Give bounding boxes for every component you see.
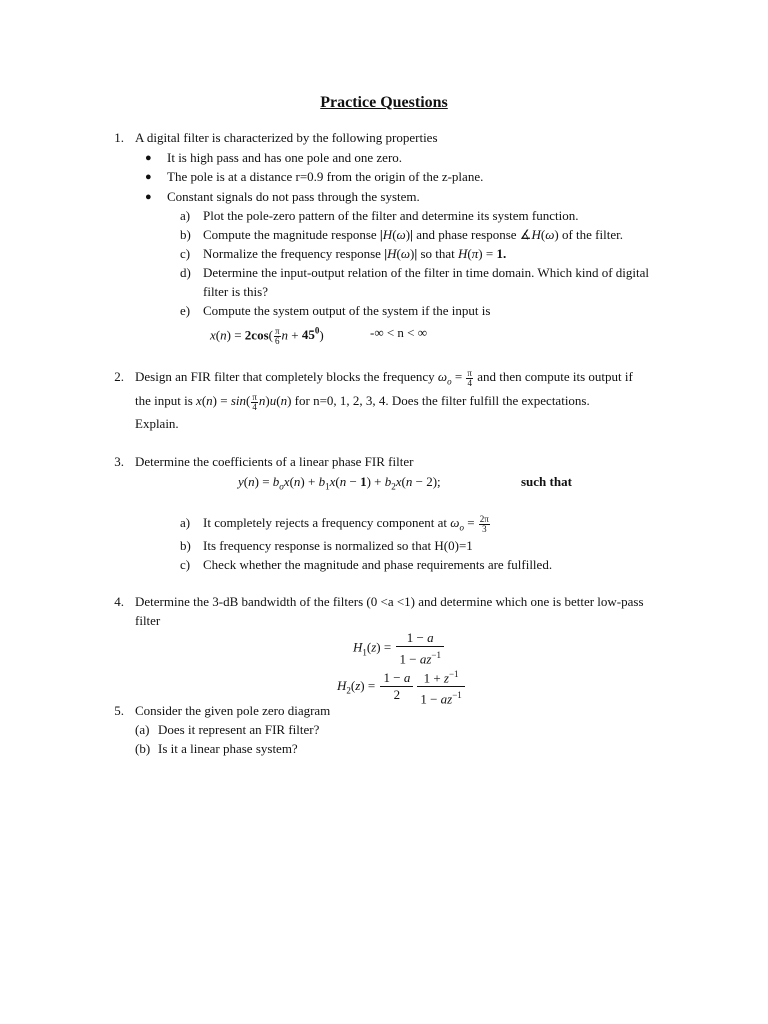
q1-bullet-3: Constant signals do not pass through the system. xyxy=(167,189,420,204)
q1-part-c-label: c) xyxy=(180,246,191,261)
q4-equation-h2: $H_2(z)$ = $\frac{1 - a}{2}$ $\frac{1 + z^{-1}}{1 - az^{-1}}$ xyxy=(337,666,467,708)
q1-part-d-label: d) xyxy=(180,265,191,280)
q1-range: -∞ < n < ∞ xyxy=(370,325,428,340)
q1-text: A digital filter is characterized by the following properties xyxy=(135,130,438,145)
q1-part-c-text: Normalize the frequency response |H(ω)| so that H(π) = 1. xyxy=(203,246,507,261)
q5-part-b-text: Is it a linear phase system? xyxy=(158,741,298,756)
q1-input-equation: x(n) = 2cos( $\frac{\pi}{6}$ $n + 45^0$) xyxy=(210,325,324,346)
page-title: Practice Questions xyxy=(320,94,448,111)
q1-bullet-2: The pole is at a distance r=0.9 from the origin of the z-plane. xyxy=(167,169,484,184)
q2-line1: Design an FIR filter that completely blocks the frequency $\omega_o$ = $\frac{\pi}{4}$ and then compute its output if xyxy=(135,367,633,388)
q5-part-a-text: Does it represent an FIR filter? xyxy=(158,722,320,737)
q1-part-b-label: b) xyxy=(180,227,191,242)
q3-part-a-label: a) xyxy=(180,515,191,530)
q2-line3: Explain. xyxy=(135,416,179,431)
q1-bullet-1: It is high pass and has one pole and one zero. xyxy=(167,150,403,165)
q1-number: 1. xyxy=(114,130,124,145)
q1-part-e-text: Compute the system output of the system if the input is xyxy=(203,303,491,318)
q1-part-a-label: a) xyxy=(180,208,191,223)
q5-text: Consider the given pole zero diagram xyxy=(135,703,331,718)
q2-number: 2. xyxy=(114,369,124,384)
q3-part-c-text: Check whether the magnitude and phase requirements are fulfilled. xyxy=(203,557,553,572)
q1-part-e-label: e) xyxy=(180,303,191,318)
bullet-icon: ● xyxy=(145,171,152,183)
q3-such-that: such that xyxy=(521,474,572,489)
q5-part-a-label: (a) xyxy=(135,722,150,737)
q3-equation: $y(n) = b_ox(n) + b_1x(n - 1) + b_2x(n - 2)$; xyxy=(238,474,441,492)
q3-part-c-label: c) xyxy=(180,557,191,572)
q4-line1: Determine the 3-dB bandwidth of the filters (0 <a <1) and determine which one is better low-pass xyxy=(135,594,644,609)
q3-part-a-text: It completely rejects a frequency component at $\omega_o$ = $\frac{2\pi}{3}$ xyxy=(203,513,489,534)
q1-part-d-line1: Determine the input-output relation of the filter in time domain. Which kind of digital xyxy=(203,265,649,280)
bullet-icon: ● xyxy=(145,191,152,203)
q4-number: 4. xyxy=(114,594,124,609)
q3-text: Determine the coefficients of a linear phase FIR filter xyxy=(135,454,414,469)
q3-part-b-label: b) xyxy=(180,538,191,553)
q1-part-d-line2: filter is this? xyxy=(203,284,268,299)
q5-number: 5. xyxy=(114,703,124,718)
q5-part-b-label: (b) xyxy=(135,741,151,756)
q1-part-b-text: Compute the magnitude response |H(ω)| and phase response ∡H(ω) of the filter. xyxy=(203,227,623,242)
q4-equation-h1: $H_1(z)$ = $\frac{1 - a}{1 - az^{-1}}$ xyxy=(353,630,446,667)
q1-part-a-text: Plot the pole-zero pattern of the filter and determine its system function. xyxy=(203,208,579,223)
q2-line2: the input is x(n) = sin( $\frac{\pi}{4}$ n)u(n) for n=0, 1, 2, 3, 4. Does the filter fulfill the expectations. xyxy=(135,391,590,412)
bullet-icon: ● xyxy=(145,152,152,164)
q4-line2: filter xyxy=(135,613,161,628)
q3-number: 3. xyxy=(114,454,124,469)
q3-part-b-text: Its frequency response is normalized so that H(0)=1 xyxy=(203,538,473,553)
